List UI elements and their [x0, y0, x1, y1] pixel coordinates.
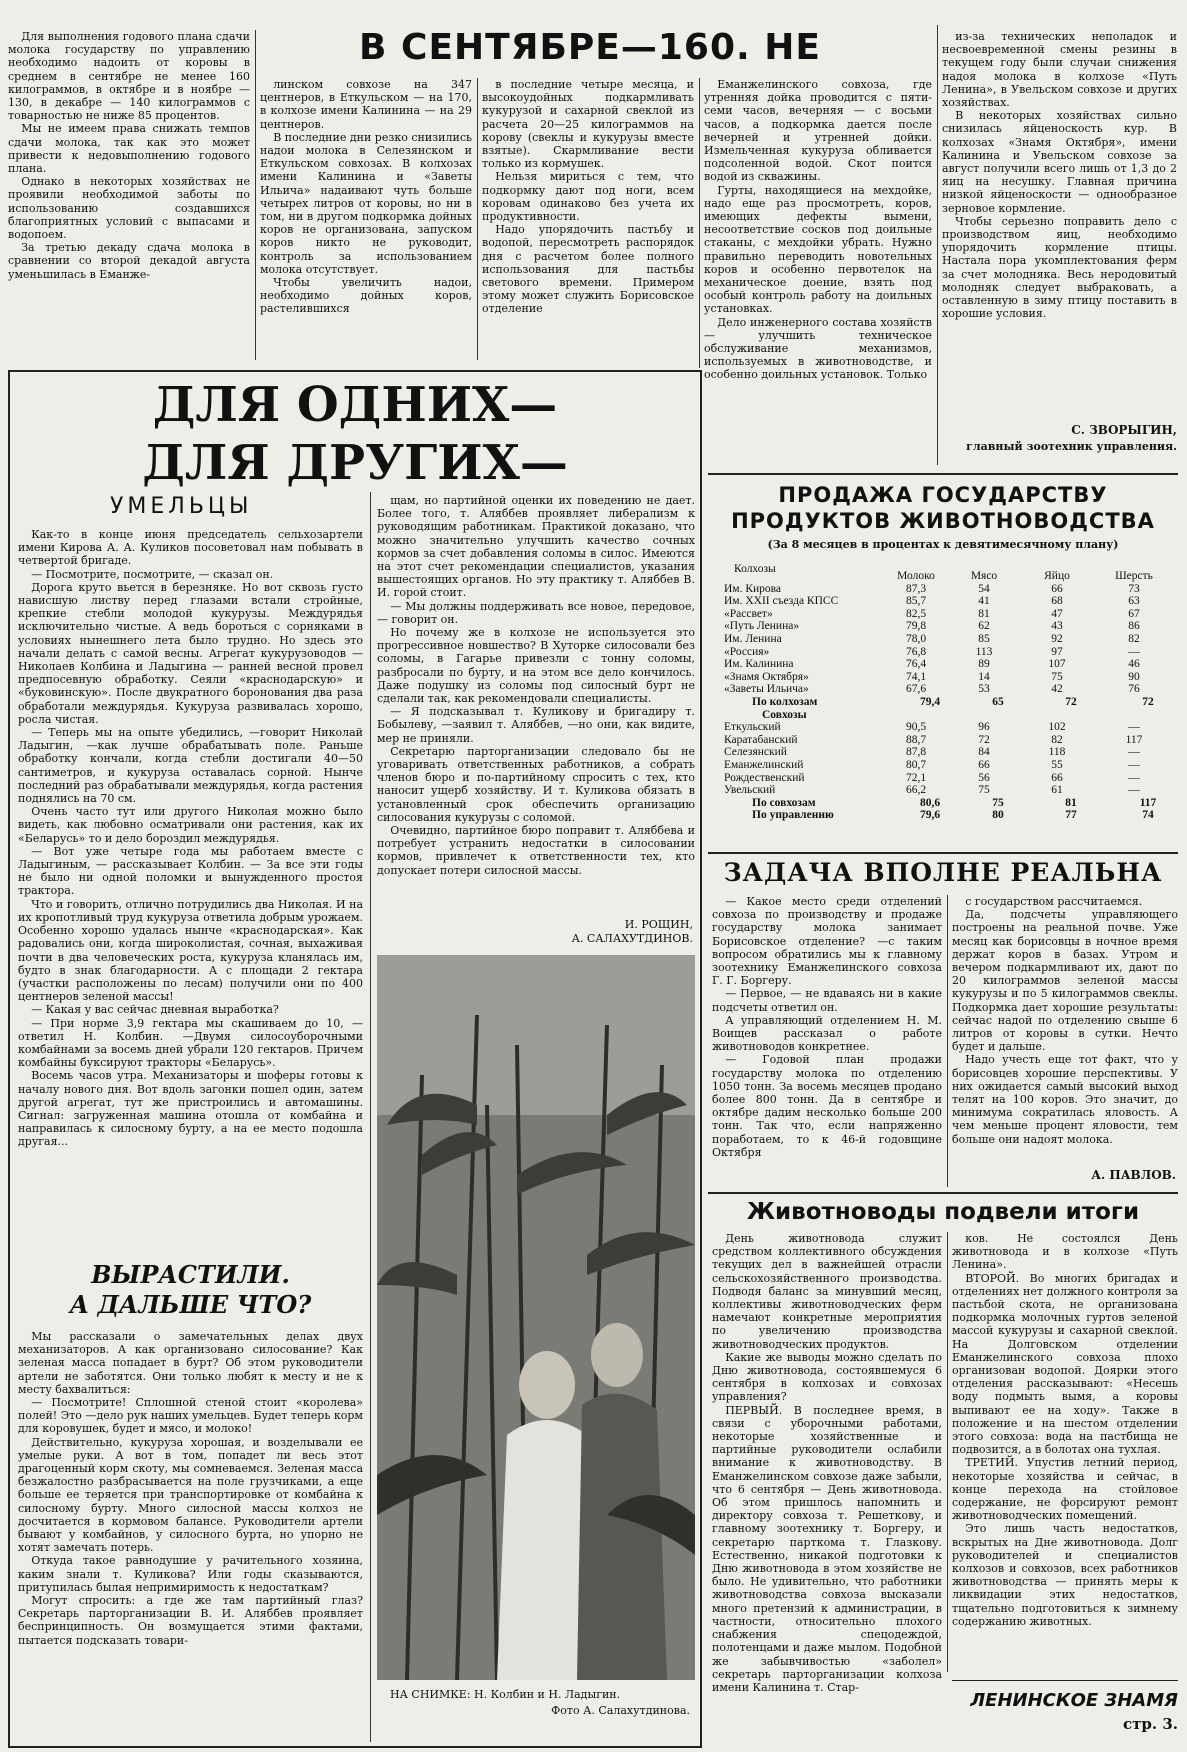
- stats-header-row: [722, 556, 1172, 583]
- photo-credit: Фото А. Салахутдинова.: [551, 1704, 690, 1717]
- row-value: 46: [1128, 658, 1140, 671]
- kolkhoz-total-row: [722, 696, 1172, 709]
- row-value: —: [1128, 758, 1140, 771]
- stats-header-eggs: Яйцо: [1044, 570, 1070, 582]
- row-value: 80: [992, 809, 1004, 822]
- row-value: 72: [1065, 695, 1077, 708]
- paragraph: Откуда такое равнодушие у рачительного хозяина, каким знали т. Куликова? Или годы сказываются, притупилась былая непримиримость к недостаткам?: [18, 1554, 363, 1594]
- row-value: 86: [1128, 620, 1140, 633]
- row-value: 14: [978, 670, 990, 683]
- top-article-col-4: [704, 78, 932, 463]
- paragraph: Надо упорядочить пастьбу и водопой, пересмотреть распорядок дня с расчетом более полного использования для пастьбы светового времени. Примером этому может служить Борисовское отделение: [482, 223, 694, 316]
- row-value: 75: [992, 796, 1004, 809]
- row-value: 53: [978, 683, 990, 696]
- row-label: «Рассвет»: [724, 607, 773, 620]
- row-value: 117: [1125, 733, 1143, 746]
- row-value: 47: [1051, 607, 1063, 620]
- row-value: 85: [978, 632, 990, 645]
- row-value: 88,7: [905, 733, 927, 746]
- row-value: 42: [1051, 683, 1063, 696]
- row-value: 76,4: [905, 658, 927, 671]
- feature-col-a2: [18, 1330, 363, 1740]
- paragraph: ков. Не состоялся День животновода и в колхозе «Путь Ленина».: [952, 1232, 1178, 1272]
- row-value: 117: [1139, 796, 1157, 809]
- results-col-2: [952, 1232, 1178, 1672]
- kolkhoz-row: [722, 658, 1172, 671]
- row-value: —: [1128, 721, 1140, 734]
- paragraph: А управляющий отделением Н. М. Воищев рассказал о работе животноводов конкретнее.: [712, 1013, 942, 1054]
- row-value: 85,7: [905, 595, 927, 608]
- feature-col-b: [377, 494, 695, 914]
- row-label: Им. Кирова: [724, 582, 782, 595]
- paragraph: из-за технических неполадок и несвоевременной смены резины в текущем году были случаи снижения надоя молока в колхозе «Путь Ленина», в Увельском совхозе и других хозяйствах.: [942, 30, 1177, 110]
- row-value: 80,6: [919, 796, 941, 809]
- paragraph: Для выполнения годового плана сдачи молока государству по управлению необходимо надоить от коровы в среднем в сентябре не менее 160 килограммов, в октябре и в ноябре — 130, в декабре — 140 килограммов с товарностью не ниже 85 процентов.: [8, 30, 250, 123]
- paragraph: В последние дни резко снизились надои молока в Селезянском и Еткульском совхозах. В колхозах имени Калинина и «Заветы Ильича» надаивают чуть больше четырех литров от коровы, но ни в том, ни в другом подкормка дойных коров не организована, запуском коров никто не руководит, контроль за использованием молока отсутствует.: [260, 130, 472, 276]
- row-value: 79,6: [919, 809, 941, 822]
- paragraph: Да, подсчеты управляющего построены на реальной почве. Уже месяц как борисовцы в ночное время держат коров в базах. Утром и вечером подкармливают их, дают по 20 килограммов зеленой массы кукурузы и по 5 килограммов свеклы. Подкормка дает хорошие результаты: сейчас надой по отделению свыше 6 литров от коровы в сутки. Нечто будет и дальше.: [952, 908, 1178, 1054]
- paragraph: Дело инженерного состава хозяйств — улучшить техническое обслуживание механизмов, используемых в животноводстве, и особенно доильных установок. Только: [704, 315, 932, 382]
- sovkhoz-row: [722, 734, 1172, 747]
- row-value: —: [1128, 771, 1140, 784]
- results-col-1: [712, 1232, 942, 1748]
- paragraph: — Какое место среди отделений совхоза по производству и продаже государству молока занимает Борисовское отделение? —с таким вопросом обратились мы к главному зоотехнику Еманжелинского совхоза Г. Г. Боргеру.: [712, 895, 942, 988]
- row-value: 76,8: [905, 645, 927, 658]
- paragraph: За третью декаду сдача молока в сравнении со второй декадой августа уменьшилась в Еманже-: [8, 241, 250, 281]
- task-col-2: [952, 895, 1178, 1165]
- feature-author-2: А. САЛАХУТДИНОВ.: [571, 932, 693, 945]
- paragraph: Как-то в конце июня председатель сельхозартели имени Кирова А. А. Куликов посоветовал нам побывать в четвертой бригаде.: [18, 528, 363, 568]
- paragraph: Очень часто тут или другого Николая можно было видеть, как любовно осматривали они растения, как их «Беларусь» то и дело бороздил междурядья.: [18, 805, 363, 845]
- sovkhoz-row: [722, 721, 1172, 734]
- top-article-author-title: главный зоотехник управления.: [966, 440, 1177, 453]
- paragraph: Секретарю парторганизации следовало бы не уговаривать ответственных работников, а собрать членов бюро и по-партийному спросить с тех, кто наносит ущерб хозяйству. И т. Куликова обязать в установленный срок обеспечить организацию силосования кукурузы с соломой.: [377, 744, 695, 824]
- row-value: 80,7: [905, 758, 927, 771]
- paragraph: — Посмотрите, посмотрите, — сказал он.: [31, 567, 274, 581]
- paragraph: — Посмотрите! Сплошной стеной стоит «королева» полей! Это —дело рук наших умельцев. Будет теперь корм для коровушек, будет и мясо, и молоко!: [18, 1396, 363, 1436]
- row-value: 55: [1051, 758, 1063, 771]
- paragraph: — Вот уже четыре года мы работаем вместе с Ладыгиным, — рассказывает Колбин. — За все эти годы не было ни одной поломки и вынужденного простоя трактора.: [18, 844, 363, 898]
- row-label: Еманжелинский: [724, 758, 804, 771]
- paragraph: Могут спросить: а где же там партийный глаз? Секретарь парторганизации В. И. Аляббев проявляет беспринципность. Он возмущается этими фактами, пытается подсказать товари-: [18, 1594, 363, 1647]
- row-value: 67,6: [905, 683, 927, 696]
- row-value: 84: [978, 746, 990, 759]
- row-label: Еткульский: [724, 721, 781, 734]
- sovkhoz-row: [722, 746, 1172, 759]
- stats-table: [722, 556, 1172, 822]
- feature-subhead-vyrastili-2: А ДАЛЬШЕ ЧТО?: [69, 1290, 312, 1319]
- table-subtitle: (За 8 месяцев в процентах к девятимесячному плану): [767, 538, 1119, 551]
- stats-header-meat: Мясо: [970, 570, 998, 582]
- paragraph: Чтобы увеличить надои, необходимо дойных коров, растелившихся: [260, 276, 472, 316]
- row-value: 72: [1142, 695, 1154, 708]
- feature-col-a: [18, 528, 363, 1248]
- row-value: 90: [1128, 670, 1140, 683]
- row-value: 72,1: [905, 771, 927, 784]
- kolkhoz-row: [722, 683, 1172, 696]
- paragraph: ТРЕТИЙ. Упустив летний период, некоторые хозяйства и сейчас, в конце перехода на стойловое содержание, не форсируют ремонт животноводческих помещений.: [952, 1456, 1178, 1523]
- row-value: 92: [1051, 632, 1063, 645]
- row-value: 107: [1048, 658, 1066, 671]
- kolkhoz-row: [722, 633, 1172, 646]
- row-value: 113: [975, 645, 993, 658]
- task-col-1: [712, 895, 942, 1187]
- feature-author-1: И. РОЩИН,: [624, 918, 693, 931]
- row-value: 61: [1051, 784, 1063, 797]
- paragraph: — Первое, — не вдаваясь ни в какие подсчеты ответил он.: [712, 987, 942, 1014]
- row-label: Им. Ленина: [724, 632, 782, 645]
- row-label: Рождественский: [724, 771, 805, 784]
- grand-total-row: [722, 809, 1172, 822]
- row-label: Каратабанский: [724, 733, 798, 746]
- row-value: 81: [978, 607, 990, 620]
- row-value: 97: [1051, 645, 1063, 658]
- feature-headline-line-1: ДЛЯ ОДНИХ—: [152, 377, 558, 433]
- top-article-col-5: [942, 30, 1177, 420]
- row-value: —: [1128, 746, 1140, 759]
- kolkhoz-row: [722, 583, 1172, 596]
- top-article-author: С. ЗВОРЫГИН,: [1071, 423, 1177, 437]
- row-label: Селезянский: [724, 746, 787, 759]
- feature-subhead-umeltsy: УМЕЛЬЦЫ: [110, 494, 253, 519]
- row-value: 89: [978, 658, 990, 671]
- stats-table-container: [722, 556, 1172, 822]
- feature-subhead-vyrastili-1: ВЫРАСТИЛИ.: [91, 1260, 290, 1289]
- paragraph: Действительно, кукуруза хорошая, и возделывали ее умелые руки. А вот в том, попадет ли весь этот драгоценный корм скоту, мы сомневаемся. Зеленая масса безжалостно разбрасывается на поле грузчиками, а еще больше ее теряется при транспортировке от комбайна к силосному бурту. Много силосной массы колхоз не досчитается в кормовом балансе. Руководители артели бывают у комбайнов, у силосного бурта, но упорно не хотят замечать потерь.: [18, 1435, 363, 1555]
- row-value: 75: [1051, 670, 1063, 683]
- footer-paper-name: ЛЕНИНСКОЕ ЗНАМЯ: [970, 1690, 1178, 1711]
- row-label: «Путь Ленина»: [724, 620, 800, 633]
- sovkhoz-header-row: [722, 709, 1172, 722]
- paragraph: Мы не имеем права снижать темпов сдачи молока, так как это может привести к недовыполнению годового плана.: [8, 122, 250, 176]
- row-value: 79,4: [919, 695, 941, 708]
- paragraph: Восемь часов утра. Механизаторы и шоферы готовы к началу нового дня. Вот вдоль загонки пошел один, затем другой агрегат, тут же пристроились и автомашины. Сигнал: загруженная машина отошла от комбайна и направилась к силосному бурту, а на ее место подошла другая...: [18, 1069, 363, 1149]
- row-label: По управлению: [752, 809, 834, 822]
- row-value: —: [1128, 645, 1140, 658]
- row-value: 63: [1128, 595, 1140, 608]
- sovkhoz-row: [722, 784, 1172, 797]
- row-value: 102: [1048, 721, 1066, 734]
- sovkhoz-row: [722, 759, 1172, 772]
- sovkhoz-total-row: [722, 797, 1172, 810]
- row-value: 118: [1048, 746, 1066, 759]
- top-article-col-2: [260, 78, 472, 360]
- photo-illustration: [377, 955, 695, 1680]
- row-value: 72: [978, 733, 990, 746]
- task-author: А. ПАВЛОВ.: [1091, 1168, 1176, 1182]
- paragraph: Еманжелинского совхоза, где утренняя дойка проводится с пяти-семи часов, вечерняя — с восьми часов, а подкормка дается после вечерней и утренней дойки. Измельченная кукуруза обливается подсоленной водой. Скот поится водой из скважины.: [704, 78, 932, 184]
- row-label: По колхозам: [752, 695, 818, 708]
- row-value: 79,8: [905, 620, 927, 633]
- row-value: 82: [1128, 632, 1140, 645]
- paragraph: В некоторых хозяйствах сильно снизилась яйценоскость кур. В колхозах «Знамя Октября», имени Калинина и Увельском совхозе за август получили всего лишь от 1,3 до 2 яиц на несушку. Главная причина низкой яйценоскости — однообразное зерновое кормление.: [942, 109, 1177, 215]
- paragraph: — Годовой план продажи государству молока по отделению 1050 тонн. За восемь месяцев продано более 800 тонн. Да в сентябре и октябре дадим несколько больше 200 тонн. Так что, если напряженно поработаем, то к 46-й годовщине Октября: [712, 1053, 942, 1159]
- row-label: Им. Калинина: [724, 658, 794, 671]
- photo-caption: НА СНИМКЕ: Н. Колбин и Н. Ладыгин.: [390, 1688, 621, 1701]
- footer-page-number: стр. 3.: [1122, 1715, 1178, 1733]
- row-value: 78,0: [905, 632, 927, 645]
- row-value: 65: [992, 695, 1004, 708]
- results-headline: Животноводы подвели итоги: [746, 1199, 1140, 1225]
- paragraph: Но почему же в колхозе не используется это прогрессивное новшество? В Хуторке силосовали без соломы, в Гагарье привезли с тонну соломы, разбросали по бурту, и на этом все дело кончилось. Даже подушку из соломы под силосный бурт не сделали так, как рекомендовали специалисты.: [377, 626, 695, 706]
- paragraph: Очевидно, партийное бюро поправит т. Аляббева и потребует устранить недостатки в силосовании кормов, привлечет к ответственности тех, кто допускает потери силосной массы.: [377, 824, 695, 877]
- paragraph: Однако в некоторых хозяйствах не проявили необходимой заботы по использованию создавшихся благоприятных условий с выпасами и водопоем.: [8, 175, 250, 242]
- row-value: 96: [978, 721, 990, 734]
- row-label: Им. XXII съезда КПСС: [724, 595, 839, 608]
- row-value: 77: [1065, 809, 1077, 822]
- row-label: «Заветы Ильича»: [724, 683, 809, 696]
- row-value: 56: [978, 771, 990, 784]
- row-value: 66: [1051, 582, 1063, 595]
- row-value: 87,8: [905, 746, 927, 759]
- sovkhoz-header: Совхозы: [762, 708, 807, 721]
- row-value: 54: [978, 582, 990, 595]
- paragraph: Это лишь часть недостатков, вскрытых на Дне животновода. Долг руководителей и специалистов колхозов и совхозов, всех работников животноводства — принять меры к ликвидации этих недостатков, тщательно подготовиться к зимнему содержанию животных.: [952, 1522, 1178, 1628]
- paragraph: Что и говорить, отлично потрудились два Николая. И на их кропотливый труд кукуруза ответила добрым урожаем. Особенно хорошо удалась нынче «краснодарская». Как радовались они, когда широколистая, сочная, выхаживая почти в два человеческих роста, кукуруза кланялась им, будто в знак благодарности. А с площади 2 гектара (участки расположены по лесам) получили они по 400 центнеров зеленой массы!: [18, 897, 363, 1004]
- row-value: 82,5: [905, 607, 927, 620]
- paragraph: Мы рассказали о замечательных делах двух механизаторов. А как организовано силосование? Как зеленая масса попадает в бурт? Об этом руководители артели не заботятся. Они только любят к месту и не к месту бахвалиться:: [18, 1330, 363, 1396]
- paragraph: линском совхозе на 347 центнеров, в Еткульском — на 170, в колхозе имени Калинина — на 29 центнеров.: [260, 78, 472, 131]
- table-title-line-1: ПРОДАЖА ГОСУДАРСТВУ: [778, 483, 1108, 507]
- row-label: «Знамя Октября»: [724, 670, 809, 683]
- paragraph: — Я подсказывал т. Куликову и бригадиру т. Бобылеву, —заявил т. Аляббев, —но они, как видите, мер не приняли.: [377, 705, 695, 745]
- stats-header-name: Колхозы: [734, 563, 776, 575]
- paragraph: ВТОРОЙ. Во многих бригадах и отделениях нет должного контроля за пастьбой скота, не организована подкормка молочных гуртов зеленой массой кукурузы и сахарной свеклой. На Долговском отделении Еманжелинского совхоза плохо организован водопой. Доярки этого отделения рассказывают: «Несешь воду подмыть вымя, а коровы выпивают ее на ходу». Также в положение и на шестом отделении этого совхоза: вода на пастбища не подвозится, а в болотах она тухлая.: [952, 1271, 1178, 1457]
- stats-header-milk: Молоко: [897, 570, 935, 582]
- paragraph: — Теперь мы на опыте убедились, —говорит Николай Ладыгин, —как лучше обрабатывать поле. Раньше обработку кончали, когда стебли достигали 40—50 сантиметров, и кукуруза оставалась сорной. Нынче последний раз обрабатывали междурядья, когда растения поднялись на 70 см.: [18, 726, 363, 806]
- paragraph: Какие же выводы можно сделать по Дню животновода, состоявшемуся 6 сентября в колхозах и совхозах управления?: [712, 1350, 942, 1404]
- row-value: 62: [978, 620, 990, 633]
- paragraph: в последние четыре месяца, и высокоудойных подкармливать кукурузой и сахарной свеклой из расчета 20—25 килограммов на корову (свеклы и кукурузы вместе взятые). Скармливание вести только из кормушек.: [482, 78, 694, 171]
- row-value: 66,2: [905, 784, 927, 797]
- paragraph: с государством рассчитаемся.: [965, 895, 1143, 908]
- row-value: 41: [978, 595, 990, 608]
- top-article-col-1: [8, 30, 250, 360]
- row-value: 73: [1128, 582, 1140, 595]
- row-label: Увельский: [724, 784, 776, 797]
- feature-headline-line-2: ДЛЯ ДРУГИХ—: [142, 435, 568, 491]
- top-article-col-3: [482, 78, 694, 360]
- kolkhoz-row: [722, 671, 1172, 684]
- row-value: 74: [1142, 809, 1154, 822]
- row-value: 67: [1128, 607, 1140, 620]
- row-value: 90,5: [905, 721, 927, 734]
- paragraph: ПЕРВЫЙ. В последнее время, в связи с уборочными работами, некоторые хозяйственные и партийные руководители ослабили внимание к животноводству. В Еманжелинском совхозе даже забыли, что 6 сентября — День животновода. Об этом пришлось напомнить и директору совхоза т. Решеткову, и главному зоотехнику т. Боргеру, и секретарю парткома т. Глазкову. Естественно, никакой подготовки к Дню животновода в этом хозяйстве не было. Не удивительно, что работники животноводства совхоза высказали много претензий к администрации, в частности, относительно плохого снабжения спецодеждой, полотенцами и даже мылом. Подобной же забывчивостью «заболел» секретарь парторганизации колхоза имени Калинина т. Стар-: [712, 1403, 942, 1694]
- paragraph: Чтобы серьезно поправить дело с производством яиц, необходимо упорядочить кормление птицы. Настала пора укомплектования ферм за счет молодняка. Весь неродовитый молодняк следует выбраковать, а оставленную в зиму птицу поставить в хорошие условия.: [942, 214, 1177, 321]
- kolkhoz-row: [722, 595, 1172, 608]
- stats-header-wool: Шерсть: [1115, 570, 1153, 582]
- paragraph: — Мы должны поддерживать все новое, передовое, — говорит он.: [377, 599, 695, 626]
- table-title-line-2: ПРОДУКТОВ ЖИВОТНОВОДСТВА: [731, 509, 1155, 533]
- row-value: 87,3: [905, 582, 927, 595]
- row-value: 82: [1051, 733, 1063, 746]
- row-label: «Россия»: [724, 645, 770, 658]
- row-value: 43: [1051, 620, 1063, 633]
- top-banner-headline: В СЕНТЯБРЕ—160. НЕ: [359, 27, 821, 68]
- row-value: 76: [1128, 683, 1140, 696]
- paragraph: Дорога круто вьется в березняке. Но вот сквозь густо нависшую листву перед глазами встали стройные, крепкие стебли молодой кукурузы. Междурядья исключительно чистые. А ведь бороться с сорняками в условиях нынешнего лета было трудно. Но здесь это начали делать с самой весны. Агрегат кукурузоводов — Николаев Колбина и Ладыгина — ранней весной провел предпосевную обработку. Сеяли «краснодарскую» и «буковинскую». После двукратного боронования два раза обработали междурядья. Кукуруза развивалась хорошо, росла чистая.: [18, 580, 363, 726]
- paragraph: Гурты, находящиеся на мехдойке, надо еще раз просмотреть, коров, имеющих дефекты вымени, несоответствие сосков под доильные стаканы, с мехдойки убрать. Нужно правильно переводить новотельных коров и особенно первотелок на механическое доение, взять под особый контроль работу на доильных установках.: [704, 183, 932, 316]
- feature-photo: [377, 955, 695, 1680]
- row-value: 74,1: [905, 670, 927, 683]
- kolkhoz-row: [722, 608, 1172, 621]
- kolkhoz-row: [722, 620, 1172, 633]
- paragraph: Нельзя мириться с тем, что подкормку дают под ноги, всем коровам одинаково без учета их продуктивности.: [482, 170, 694, 224]
- task-headline: ЗАДАЧА ВПОЛНЕ РЕАЛЬНА: [723, 858, 1163, 887]
- paragraph: щам, но партийной оценки их поведению не дает. Более того, т. Аляббев проявляет либерализм к руководящим работникам. Практикой доказано, что можно значительно улучшить качество сочных кормов за счет добавления соломы в силос. Имеются на этот счет рекомендации специалистов, указания вышестоящих органов. Но эту практику т. Аляббев В. И. горой стоит.: [377, 494, 695, 600]
- row-value: —: [1128, 784, 1140, 797]
- row-label: По совхозам: [752, 796, 816, 809]
- row-value: 81: [1065, 796, 1077, 809]
- kolkhoz-row: [722, 646, 1172, 659]
- row-value: 75: [978, 784, 990, 797]
- paragraph: Надо учесть еще тот факт, что у борисовцев хорошие перспективы. У них ожидается самый высокий выход телят на 100 коров. Это значит, до минимума сократилась яловость. А чем меньше процент яловости, тем больше они надоят молока.: [952, 1053, 1178, 1146]
- paragraph: День животновода служит средством коллективного обсуждения текущих дел в важнейшей отрасли сельскохозяйственного производства. Подводя баланс за минувший месяц, коллективы животноводческих ферм намечают конкретные мероприятия по увеличению производства животноводческих продуктов.: [712, 1232, 942, 1351]
- paragraph: — Какая у вас сейчас дневная выработка?: [31, 1003, 279, 1017]
- row-value: 66: [978, 758, 990, 771]
- sovkhoz-row: [722, 772, 1172, 785]
- row-value: 66: [1051, 771, 1063, 784]
- row-value: 68: [1051, 595, 1063, 608]
- paragraph: — При норме 3,9 гектара мы скашиваем до 10, —ответил Н. Колбин. —Двумя силосоуборочными комбайнами за восемь дней убрали 120 гектаров. Причем комбайны буксируют тракторы «Беларусь».: [18, 1016, 363, 1070]
